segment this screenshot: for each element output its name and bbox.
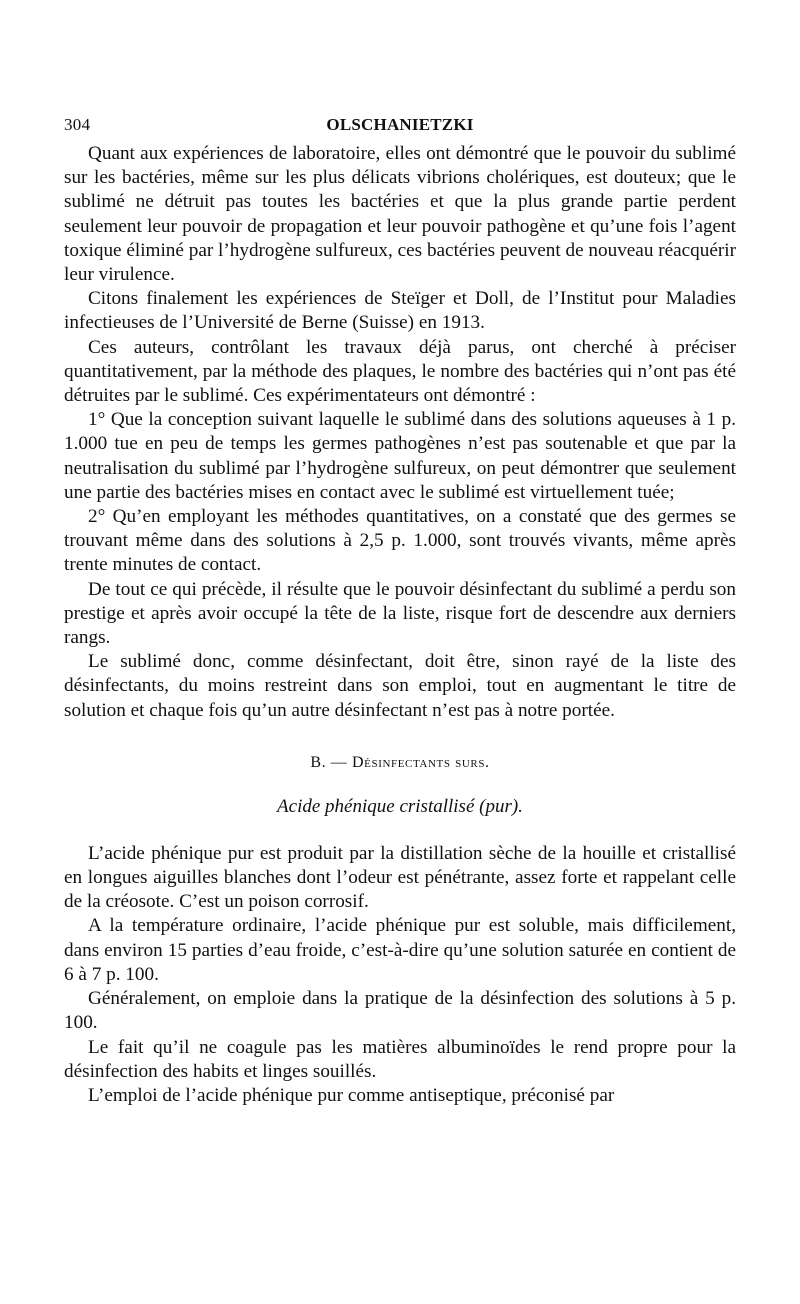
paragraph: Généralement, on emploie dans la pratique de la désinfection des solutions à 5 p. 100.: [64, 988, 736, 1034]
paragraph: A la température ordinaire, l’acide phénique pur est soluble, mais difficilement, dans environ 15 parties d’eau froide, c’est-à-dire qu’une solution saturée en contient de 6 à 7 p. 100.: [64, 915, 736, 985]
running-title: OLSCHANIETZKI: [326, 115, 474, 134]
paragraph: Le fait qu’il ne coagule pas les matières albuminoïdes le rend propre pour la désinfection des habits et linges souillés.: [64, 1036, 736, 1082]
body-text-bottom: [64, 842, 736, 1108]
paragraph: Citons finalement les expériences de Steïger et Doll, de l’Institut pour Maladies infectieuses de l’Université de Berne (Suisse) en 1913.: [64, 288, 736, 334]
paragraph: 2° Qu’en employant les méthodes quantitatives, on a constaté que des germes se trouvant même dans des solutions à 2,5 p. 1.000, sont trouvés vivants, même après trente minutes de contact.: [64, 506, 736, 576]
running-head: [64, 108, 736, 142]
paragraph: Quant aux expériences de laboratoire, elles ont démontré que le pouvoir du sublimé sur les bactéries, même sur les plus délicats vibrions cholériques, est douteux; que le sublimé ne détruit pas toutes les bactéries et que la plus grande partie perdent seulement leur pouvoir de propagation et leur pouvoir pathogène et qu’une fois l’agent toxique éliminé par l’hydrogène sulfureux, ces bactéries peuvent de nouveau réacquérir leur virulence.: [64, 143, 736, 286]
section-prefix: B. —: [310, 753, 352, 771]
paragraph: L’emploi de l’acide phénique pur comme antiseptique, préconisé par: [88, 1084, 615, 1106]
book-page: [64, 108, 736, 1108]
subsection-heading: Acide phénique cristallisé (pur).: [277, 795, 523, 817]
section-title: Désinfectants surs.: [352, 753, 490, 771]
body-text-top: [64, 142, 736, 723]
paragraph: Ces auteurs, contrôlant les travaux déjà parus, ont cherché à préciser quantitativement, par la méthode des plaques, le nombre des bactéries qui n’ont pas été détruites par le sublimé. Ces expérimentateurs ont démontré :: [64, 336, 736, 407]
paragraph: 1° Que la conception suivant laquelle le sublimé dans des solutions aqueuses à 1 p. 1.000 tue en peu de temps les germes pathogènes n’est pas soutenable et que par la neutralisation du sublimé par l’hydrogène sulfureux, on peut démontrer que seulement une partie des bactéries mises en contact avec le sublimé est virtuellement tuée;: [64, 409, 736, 503]
paragraph: Le sublimé donc, comme désinfectant, doit être, sinon rayé de la liste des désinfectants, du moins restreint dans son emploi, tout en augmentant le titre de solution et chaque fois qu’un autre désinfectant n’est pas à notre portée.: [64, 651, 736, 721]
section-heading: [64, 751, 736, 775]
paragraph: De tout ce qui précède, il résulte que le pouvoir désinfectant du sublimé a perdu son prestige et après avoir occupé la tête de la liste, risque fort de descendre aux derniers rangs.: [64, 578, 736, 649]
paragraph: L’acide phénique pur est produit par la distillation sèche de la houille et cristallisé en longues aiguilles blanches dont l’odeur est pénétrante, assez forte et rappelant celle de la créosote. C’est un poison corrosif.: [64, 842, 736, 913]
page-number: 304: [64, 115, 91, 134]
